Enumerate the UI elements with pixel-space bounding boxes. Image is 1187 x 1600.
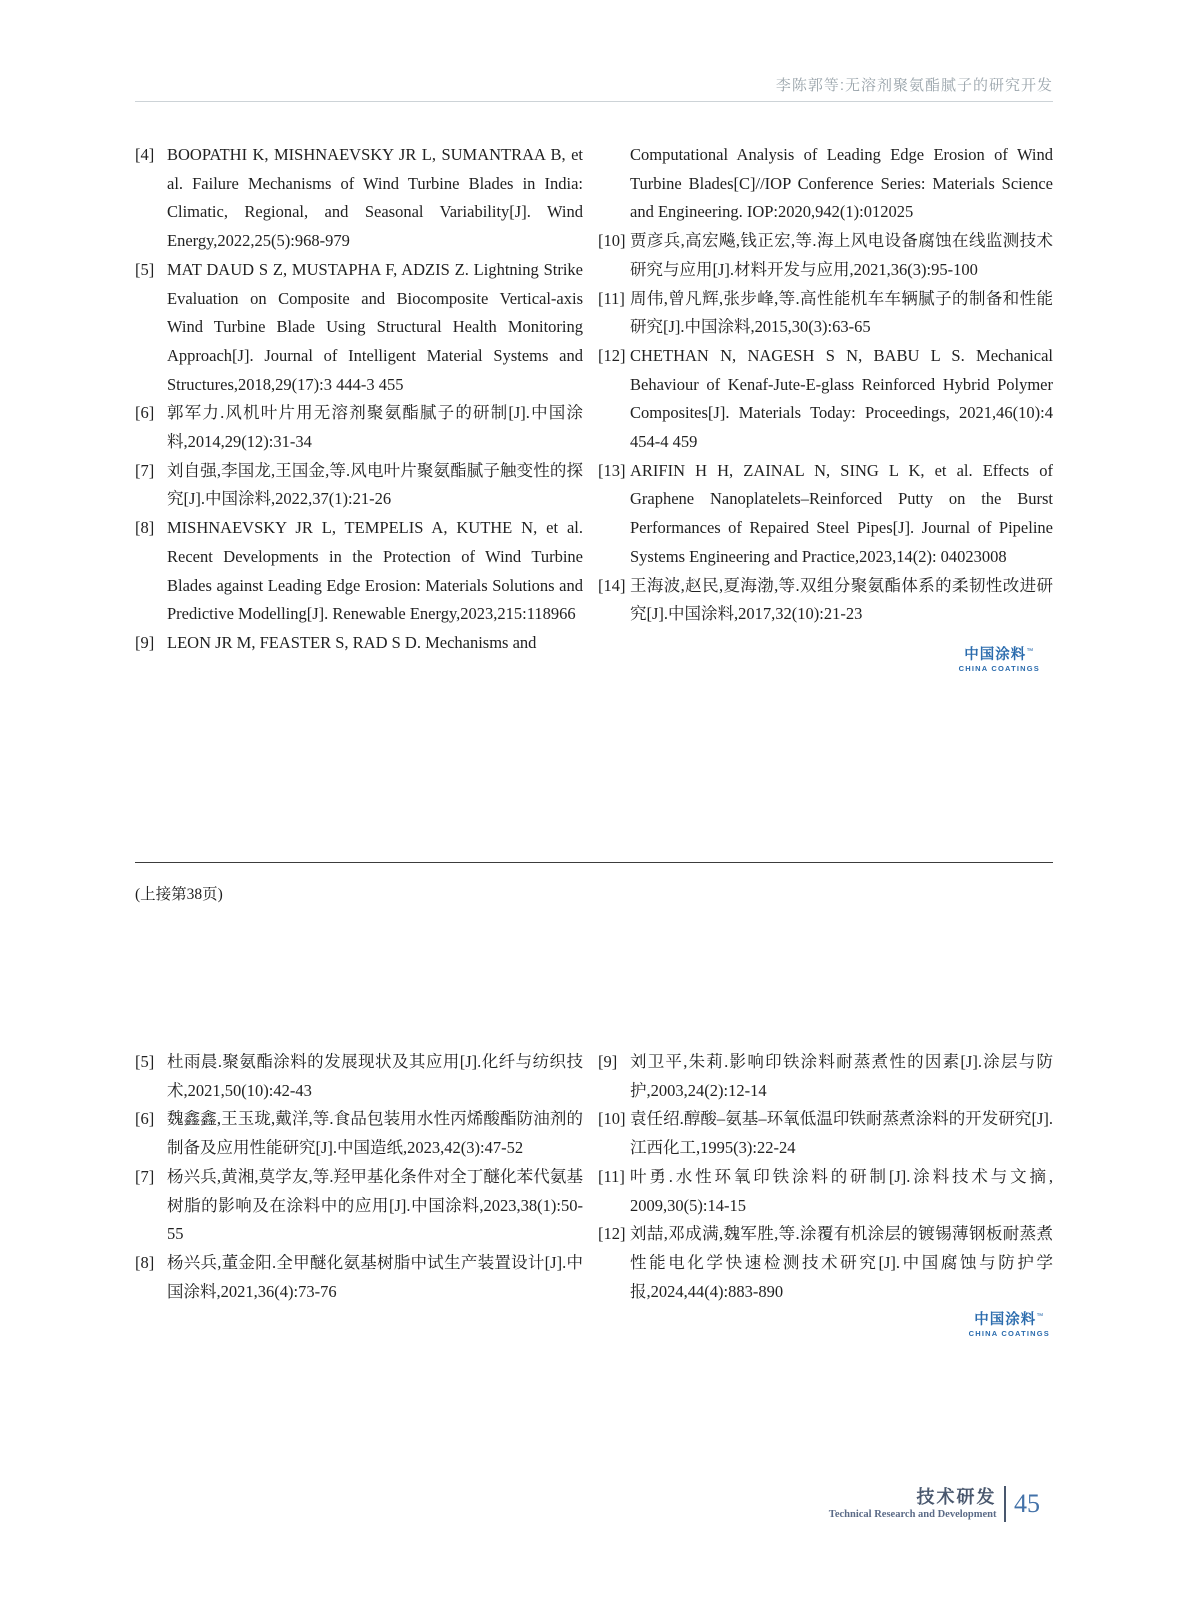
reference-item — [598, 1105, 1053, 1162]
running-head-title: 李陈郭等:无溶剂聚氨酯腻子的研究开发 — [775, 77, 1053, 94]
reference-number: [12] — [598, 345, 626, 365]
reference-item — [135, 141, 583, 256]
section-divider — [135, 862, 1053, 863]
reference-number: [10] — [598, 1109, 626, 1129]
reference-number: [5] — [135, 1052, 155, 1071]
china-coatings-logo — [959, 648, 1040, 672]
reference-item — [598, 285, 1053, 342]
footer-section-block — [829, 1486, 1004, 1522]
reference-number: [9] — [598, 1052, 618, 1071]
references-column-right-2 — [598, 1048, 1053, 1306]
reference-item — [135, 1105, 583, 1162]
reference-number: [11] — [598, 1166, 625, 1186]
reference-number: [13] — [598, 460, 626, 480]
reference-text: LEON JR M, FEASTER S, RAD S D. Mechanisms and — [167, 632, 537, 652]
reference-item-continuation — [598, 141, 1053, 227]
logo-en-text: CHINA COATINGS — [958, 663, 1040, 673]
references-column-right — [598, 141, 1053, 629]
reference-item — [135, 256, 583, 400]
reference-text: 郭军力.风机叶片用无溶剂聚氨酯腻子的研制[J].中国涂料,2014,29(12):31-34 — [167, 403, 583, 452]
reference-number: [8] — [135, 1252, 155, 1272]
reference-text: 刘卫平,朱莉.影响印铁涂料耐蒸煮性的因素[J].涂层与防护,2003,24(2):12-14 — [630, 1052, 1053, 1100]
reference-item — [598, 1220, 1053, 1306]
reference-text: 叶勇.水性环氧印铁涂料的研制[J].涂料技术与文摘, 2009,30(5):14-15 — [630, 1166, 1053, 1215]
page-footer — [829, 1486, 1040, 1522]
logo-en-text: CHINA COATINGS — [968, 1328, 1050, 1338]
trademark-mark: ™ — [1026, 648, 1035, 655]
reference-item — [135, 1163, 583, 1249]
reference-text: Computational Analysis of Leading Edge Erosion of Wind Turbine Blades[C]//IOP Conference Series: Materials Science and Engineering. IOP:2020,942(1):012025 — [630, 145, 1053, 222]
footer-section-subtitle: Technical Research and Development — [828, 1509, 997, 1520]
reference-text: 贾彦兵,高宏飚,钱正宏,等.海上风电设备腐蚀在线监测技术研究与应用[J].材料开发与应用,2021,36(3):95-100 — [630, 231, 1053, 279]
reference-text: 刘喆,邓成满,魏军胜,等.涂覆有机涂层的镀锡薄钢板耐蒸煮性能电化学快速检测技术研究[J].中国腐蚀与防护学报,2024,44(4):883-890 — [630, 1224, 1053, 1301]
reference-number: [6] — [135, 1109, 155, 1129]
reference-item — [135, 1048, 583, 1105]
logo-cn-text: 中国涂料™ — [974, 1312, 1045, 1328]
reference-number: [5] — [135, 259, 155, 279]
reference-item — [135, 399, 583, 456]
china-coatings-logo — [969, 1313, 1050, 1337]
footer-section-title: 技术研发 — [916, 1487, 997, 1507]
reference-number: [8] — [135, 518, 155, 538]
references-column-left — [135, 141, 583, 658]
reference-text: ARIFIN H H, ZAINAL N, SING L K, et al. Effects of Graphene Nanoplatelets–Reinforced Putty on the Burst Performances of Repaired Steel Pipes[J]. Journal of Pipeline Systems Engineering and Practice,2023,14(2): 04023008 — [630, 460, 1053, 566]
reference-item — [135, 457, 583, 514]
reference-item — [598, 227, 1053, 284]
reference-number: [7] — [135, 1166, 155, 1186]
reference-item — [598, 457, 1053, 572]
reference-number: [7] — [135, 460, 155, 480]
reference-item — [598, 572, 1053, 629]
reference-text: 杨兴兵,黄湘,莫学友,等.羟甲基化条件对全丁醚化苯代氨基树脂的影响及在涂料中的应用[J].中国涂料,2023,38(1):50-55 — [167, 1166, 583, 1244]
logo-cn-text: 中国涂料™ — [964, 647, 1035, 663]
reference-number: [9] — [135, 632, 155, 652]
continuation-note: (上接第38页) — [135, 886, 223, 903]
reference-item — [135, 629, 583, 658]
reference-number: [6] — [135, 403, 155, 423]
reference-text: 袁任绍.醇酸–氨基–环氧低温印铁耐蒸煮涂料的开发研究[J].江西化工,1995(3):22-24 — [630, 1109, 1053, 1158]
reference-item — [135, 1249, 583, 1306]
reference-text: 杜雨晨.聚氨酯涂料的发展现状及其应用[J].化纤与纺织技术,2021,50(10):42-43 — [167, 1052, 583, 1100]
reference-item — [135, 514, 583, 629]
reference-number: [12] — [598, 1224, 626, 1244]
reference-number: [4] — [135, 145, 155, 164]
reference-text: 杨兴兵,董金阳.全甲醚化氨基树脂中试生产装置设计[J].中国涂料,2021,36(4):73-76 — [167, 1252, 583, 1301]
reference-text: BOOPATHI K, MISHNAEVSKY JR L, SUMANTRAA B, et al. Failure Mechanisms of Wind Turbine Blades in India: Climatic, Regional, and Seasonal Variability[J]. Wind Energy,2022,25(5):968-979 — [167, 145, 583, 251]
header-rule — [135, 101, 1053, 102]
page-number: 45 — [1014, 1489, 1040, 1518]
reference-text: 魏鑫鑫,王玉珑,戴洋,等.食品包装用水性丙烯酸酯防油剂的制备及应用性能研究[J].中国造纸,2023,42(3):47-52 — [167, 1109, 583, 1158]
reference-number: [14] — [598, 575, 626, 595]
reference-item — [598, 1048, 1053, 1105]
reference-number: [10] — [598, 231, 626, 251]
reference-text: CHETHAN N, NAGESH S N, BABU L S. Mechanical Behaviour of Kenaf-Jute-E-glass Reinforced Hybrid Polymer Composites[J]. Materials Today: Proceedings, 2021,46(10):4 454-4 459 — [630, 345, 1053, 452]
reference-text: 刘自强,李国龙,王国金,等.风电叶片聚氨酯腻子触变性的探究[J].中国涂料,2022,37(1):21-26 — [167, 460, 583, 509]
reference-text: MAT DAUD S Z, MUSTAPHA F, ADZIS Z. Lightning Strike Evaluation on Composite and Biocomposite Vertical-axis Wind Turbine Blade Using Structural Health Monitoring Approach[J]. Journal of Intelligent Material Systems and Structures,2018,29(17):3 444-3 455 — [167, 259, 583, 394]
references-column-left-2 — [135, 1048, 583, 1306]
reference-text: MISHNAEVSKY JR L, TEMPELIS A, KUTHE N, et al. Recent Developments in the Protection of Wind Turbine Blades against Leading Edge Erosion: Materials Solutions and Predictive Modelling[J]. Renewable Energy,2023,215:118966 — [167, 518, 583, 624]
reference-text: 周伟,曾凡辉,张步峰,等.高性能机车车辆腻子的制备和性能研究[J].中国涂料,2015,30(3):63-65 — [630, 288, 1053, 337]
reference-text: 王海波,赵民,夏海渤,等.双组分聚氨酯体系的柔韧性改进研究[J].中国涂料,2017,32(10):21-23 — [630, 575, 1053, 624]
reference-number: [11] — [598, 288, 625, 308]
reference-item — [598, 342, 1053, 457]
reference-item — [598, 1163, 1053, 1220]
trademark-mark: ™ — [1036, 1313, 1045, 1320]
